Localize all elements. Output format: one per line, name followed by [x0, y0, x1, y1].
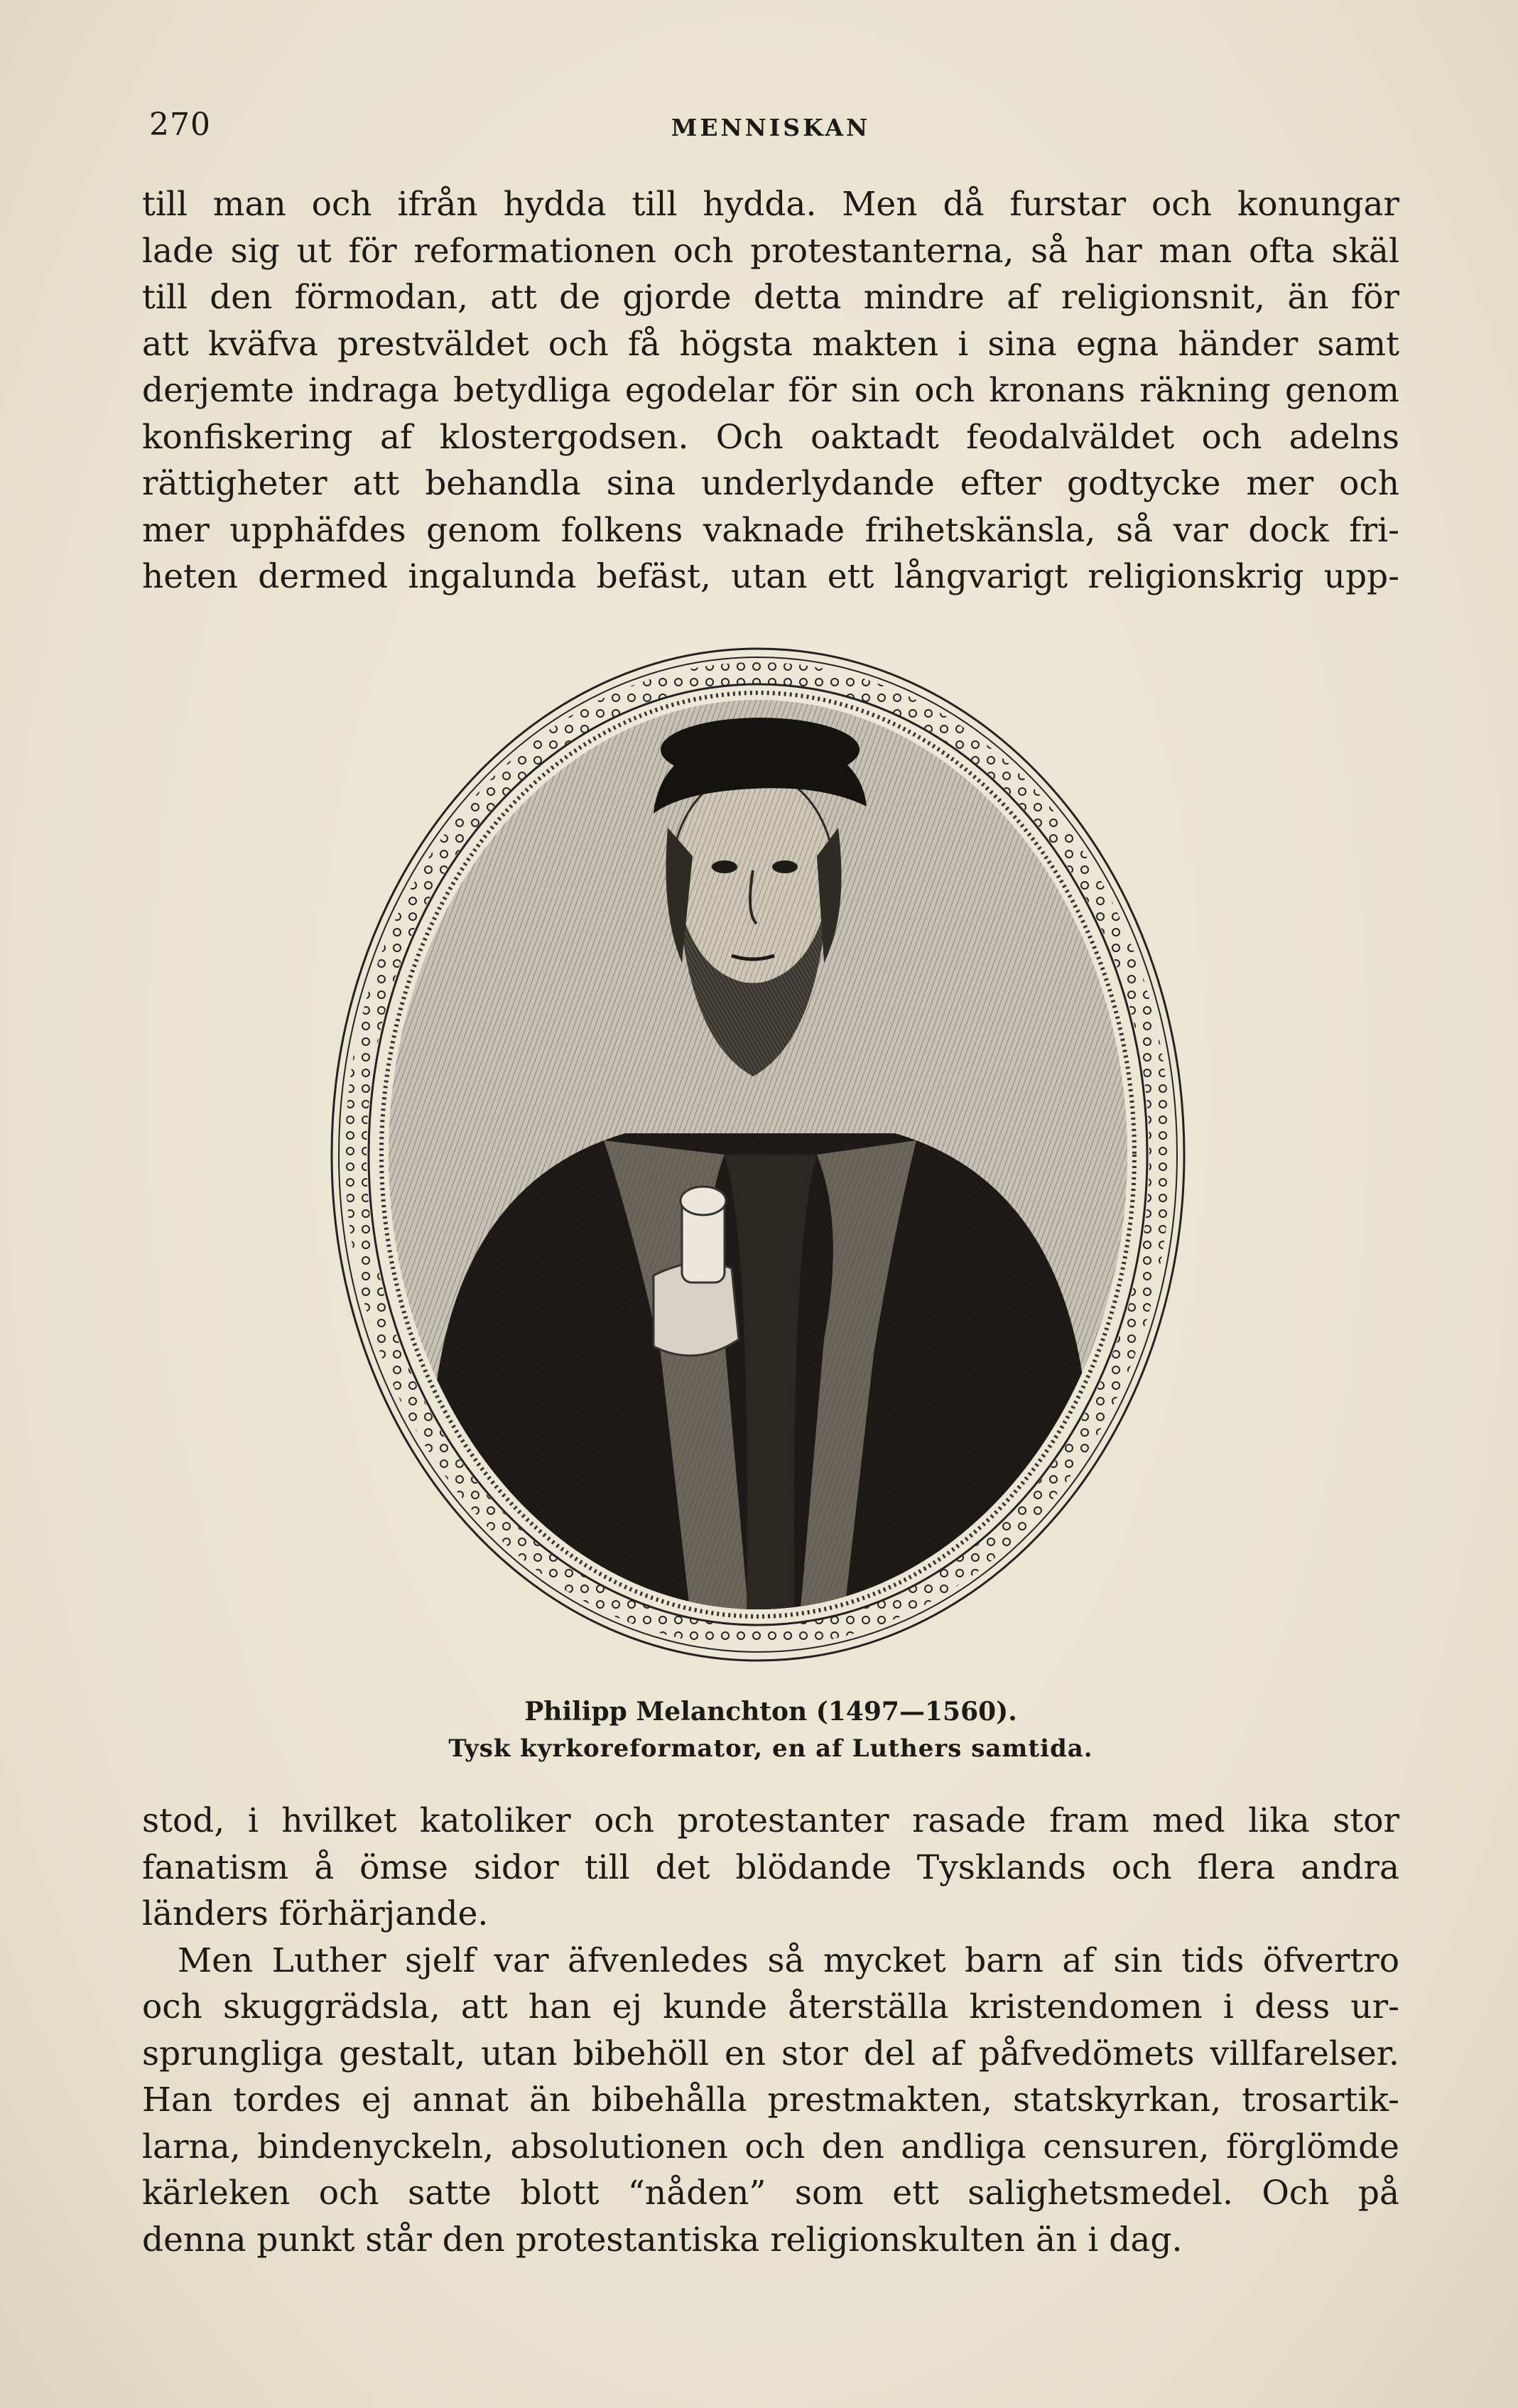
figure-caption-subtitle: Tysk kyrkoreformator, en af Luthers samtida.: [448, 1734, 1093, 1763]
text-line: mer upphäfdes genom folkens vaknade frihetskänsla, så var dock fri-: [142, 510, 1399, 550]
text-line: kärleken och satte blott “nåden” som ett salighetsmedel. Och på: [142, 2174, 1399, 2213]
text-line: till den förmodan, att de gjorde detta mindre af religionsnit, än för: [142, 278, 1399, 317]
figure-caption-title: Philipp Melanchton (1497—1560).: [524, 1697, 1017, 1727]
running-head: [149, 107, 1392, 149]
portrait-engraving: [327, 643, 1190, 1666]
text-line: Han tordes ej annat än bibehålla prestmakten, statskyrkan, trosartik-: [142, 2080, 1399, 2120]
portrait-illustration: [327, 643, 1190, 1666]
text-line: larna, bindenyckeln, absolutionen och den andliga censuren, förglömde: [142, 2127, 1399, 2166]
text-line: Men Luther sjelf var äfvenledes så mycket barn af sin tids öfvertro: [178, 1940, 1399, 1980]
text-line: till man och ifrån hydda till hydda. Men då furstar och konungar: [142, 185, 1399, 224]
paragraph-top: [142, 181, 1399, 600]
text-line: konfiskering af klostergodsen. Och oaktadt feodalväldet och adelns: [142, 417, 1399, 457]
text-line: sprungliga gestalt, utan bibehöll en stor del af påfvedömets villfarelser.: [142, 2034, 1399, 2073]
text-line: denna punkt står den protestantiska religionskulten än i dag.: [142, 2220, 1183, 2259]
page-number: 270: [149, 107, 211, 143]
text-line: lade sig ut för reformationen och protestanterna, så har man ofta skäl: [142, 231, 1399, 271]
paragraph-bottom: [142, 1798, 1399, 2263]
text-line: och skuggrädsla, att han ej kunde återställa kristendomen i dess ur-: [142, 1987, 1399, 2026]
running-title: MENNISKAN: [671, 114, 871, 141]
text-line: länders förhärjande.: [142, 1894, 489, 1933]
text-line: stod, i hvilket katoliker och protestanter rasade fram med lika stor: [142, 1801, 1399, 1840]
text-line: fanatism å ömse sidor till det blödande Tysklands och flera andra: [142, 1847, 1399, 1887]
text-line: derjemte indraga betydliga egodelar för sin och kronans räkning genom: [142, 371, 1399, 410]
text-line: att kväfva prestväldet och få högsta makten i sina egna händer samt: [142, 324, 1399, 364]
text-line: rättigheter att behandla sina underlydande efter godtycke mer och: [142, 464, 1399, 503]
text-line: heten dermed ingalunda befäst, utan ett långvarigt religionskrig upp-: [142, 557, 1399, 596]
